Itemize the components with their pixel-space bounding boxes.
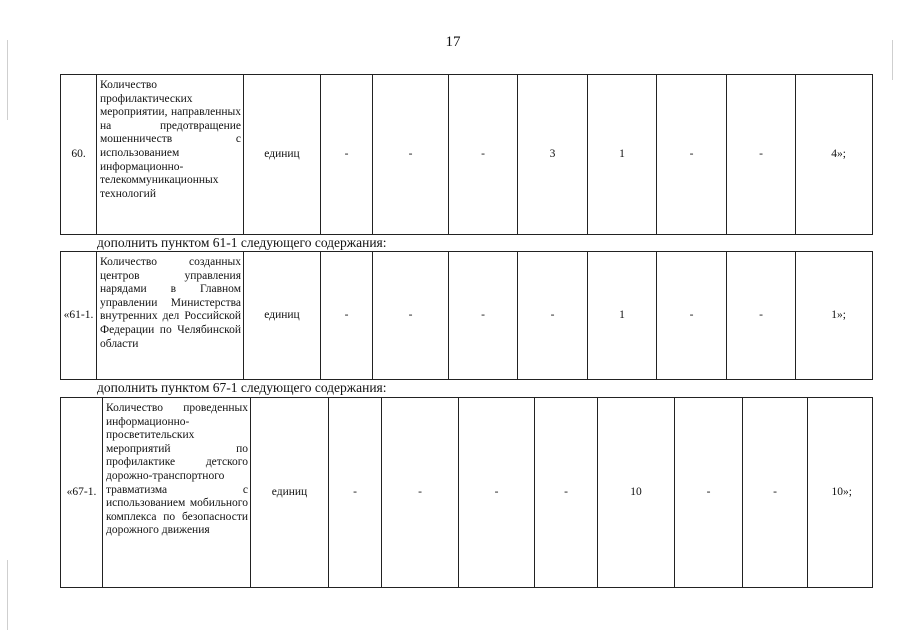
value-cell: 1 [588, 75, 657, 235]
value-cell: - [382, 398, 459, 588]
value-cell: - [675, 398, 743, 588]
value-cell: 10 [598, 398, 675, 588]
page-number: 17 [445, 34, 461, 50]
value-cell: - [727, 252, 796, 380]
value-cell: - [459, 398, 535, 588]
value-cell: - [727, 75, 796, 235]
row-description: Количество проведенных информационно-просветительских мероприятий по профилактике детского дорожно-транспортного травматизма с использованием мобильного комплекса по безопасности дорожного движения [103, 398, 251, 588]
row-unit: единиц [251, 398, 329, 588]
scan-artifact [7, 40, 8, 120]
addendum-text-61-1: дополнить пунктом 61-1 следующего содержания: [97, 235, 387, 250]
table-row [61, 252, 873, 380]
row-number: 60. [61, 75, 97, 235]
scan-artifact [892, 40, 893, 80]
value-cell: - [329, 398, 382, 588]
value-cell: 1 [588, 252, 657, 380]
table-section-67-1 [60, 397, 872, 588]
value-cell: - [743, 398, 808, 588]
row-description: Количество профилактических мероприятии, направленных на предотвращение мошенничеств с использованием информационно-телекоммуникационных технологий [97, 75, 244, 235]
table-section-61-1 [60, 251, 872, 380]
value-cell: - [373, 75, 449, 235]
row-description: Количество созданных центров управления нарядами в Главном управлении Министерства внутренних дел Российской Федерации по Челябинской области [97, 252, 244, 380]
value-cell: - [657, 252, 727, 380]
value-cell: - [321, 75, 373, 235]
value-cell: - [373, 252, 449, 380]
table-section-60 [60, 74, 872, 235]
addendum-text-67-1: дополнить пунктом 67-1 следующего содержания: [97, 380, 387, 395]
value-cell-final: 10»; [808, 398, 873, 588]
table-row [61, 75, 873, 235]
value-cell: - [321, 252, 373, 380]
value-cell: 3 [518, 75, 588, 235]
indicator-table [60, 74, 873, 235]
value-cell: - [657, 75, 727, 235]
value-cell-final: 4»; [796, 75, 873, 235]
value-cell: - [449, 75, 518, 235]
value-cell: - [449, 252, 518, 380]
indicator-table [60, 397, 873, 588]
row-unit: единиц [244, 75, 321, 235]
scan-artifact [7, 560, 8, 630]
value-cell: - [535, 398, 598, 588]
value-cell-final: 1»; [796, 252, 873, 380]
table-row [61, 398, 873, 588]
value-cell: - [518, 252, 588, 380]
row-number: «67-1. [61, 398, 103, 588]
row-number: «61-1. [61, 252, 97, 380]
indicator-table [60, 251, 873, 380]
row-unit: единиц [244, 252, 321, 380]
